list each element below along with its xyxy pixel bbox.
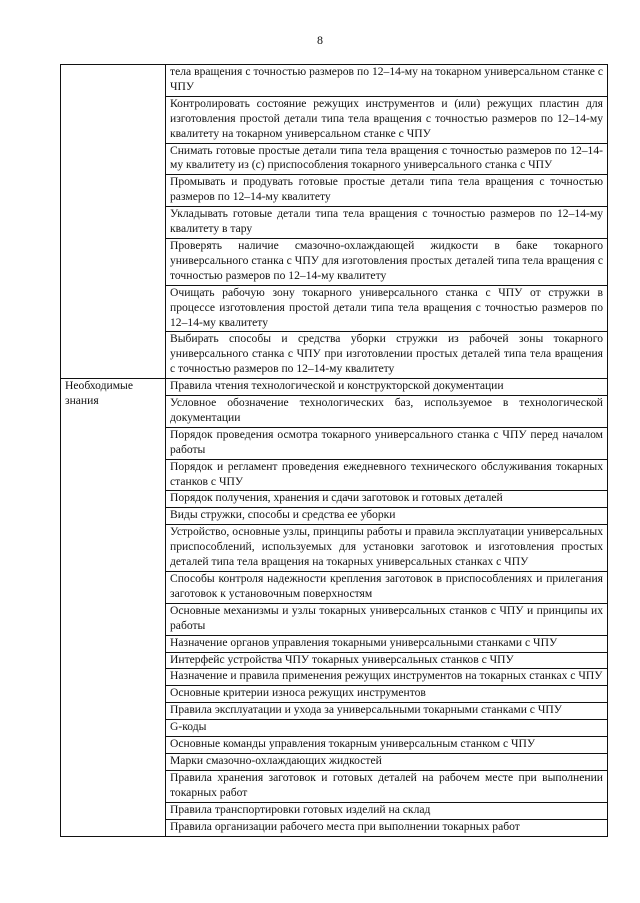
row-text: Контролировать состояние режущих инструментов и (или) режущих пластин для изготовления простой детали типа тела вращения с точностью размеров по 12–14-му квалитету на токарном универсальном станке с ЧПУ — [166, 96, 608, 143]
row-text: Правила организации рабочего места при выполнении токарных работ — [166, 819, 608, 836]
row-text: Проверять наличие смазочно-охлаждающей жидкости в баке токарного универсального станка с ЧПУ для изготовления простых деталей типа тела вращения с точностью размеров по 12–14-му квалитету — [166, 238, 608, 285]
row-text: G-коды — [166, 720, 608, 737]
row-text: Правила чтения технологической и конструкторской документации — [166, 379, 608, 396]
knowledge-skills-table — [60, 64, 608, 837]
row-label — [61, 65, 166, 379]
row-text: Укладывать готовые детали типа тела вращения с точностью размеров по 12–14-му квалитету в тару — [166, 207, 608, 239]
row-text: Основные механизмы и узлы токарных универсальных станков с ЧПУ и принципы их работы — [166, 603, 608, 635]
row-text: Интерфейс устройства ЧПУ токарных универсальных станков с ЧПУ — [166, 652, 608, 669]
row-text: Промывать и продувать готовые простые детали типа тела вращения с точностью размеров по 12–14-му квалитету — [166, 175, 608, 207]
row-text: Правила хранения заготовок и готовых деталей на рабочем месте при выполнении токарных работ — [166, 770, 608, 802]
row-label-required-knowledge: Необходимые знания — [61, 379, 166, 836]
row-text: тела вращения с точностью размеров по 12–14-му на токарном универсальном станке с ЧПУ — [166, 65, 608, 97]
row-text: Условное обозначение технологических баз, используемое в технологической документации — [166, 396, 608, 428]
row-text: Правила транспортировки готовых изделий на склад — [166, 802, 608, 819]
row-text: Назначение органов управления токарными универсальными станками с ЧПУ — [166, 635, 608, 652]
row-text: Устройство, основные узлы, принципы работы и правила эксплуатации универсальных приспособлений, используемых для установки заготовок и изготовления простых деталей типа тела вращения на токарных универсальных станках с ЧПУ — [166, 525, 608, 572]
table-row — [61, 379, 608, 396]
row-text: Виды стружки, способы и средства ее уборки — [166, 508, 608, 525]
table-row — [61, 65, 608, 97]
row-text: Очищать рабочую зону токарного универсального станка с ЧПУ от стружки в процессе изготовления простой детали типа тела вращения с точностью размеров по 12–14-му квалитету — [166, 285, 608, 332]
row-text: Марки смазочно-охлаждающих жидкостей — [166, 753, 608, 770]
row-text: Способы контроля надежности крепления заготовок в приспособлениях и прилегания заготовок к установочным поверхностям — [166, 572, 608, 604]
page-number: 8 — [317, 33, 323, 47]
row-text: Порядок получения, хранения и сдачи заготовок и готовых деталей — [166, 491, 608, 508]
row-text: Основные команды управления токарным универсальным станком с ЧПУ — [166, 737, 608, 754]
row-text: Выбирать способы и средства уборки стружки из рабочей зоны токарного универсального станка с ЧПУ при изготовлении простых деталей типа тела вращения с точностью размеров по 12–14-му квалитету — [166, 332, 608, 379]
row-text: Назначение и правила применения режущих инструментов на токарных станках с ЧПУ — [166, 669, 608, 686]
row-text: Порядок и регламент проведения ежедневного технического обслуживания токарных станков с ЧПУ — [166, 459, 608, 491]
row-text: Порядок проведения осмотра токарного универсального станка с ЧПУ перед началом работы — [166, 427, 608, 459]
row-text: Снимать готовые простые детали типа тела вращения с точностью размеров по 12–14-му квалитету из (с) приспособления токарного универсального станка с ЧПУ — [166, 143, 608, 175]
row-text: Основные критерии износа режущих инструментов — [166, 686, 608, 703]
row-text: Правила эксплуатации и ухода за универсальными токарными станками с ЧПУ — [166, 703, 608, 720]
